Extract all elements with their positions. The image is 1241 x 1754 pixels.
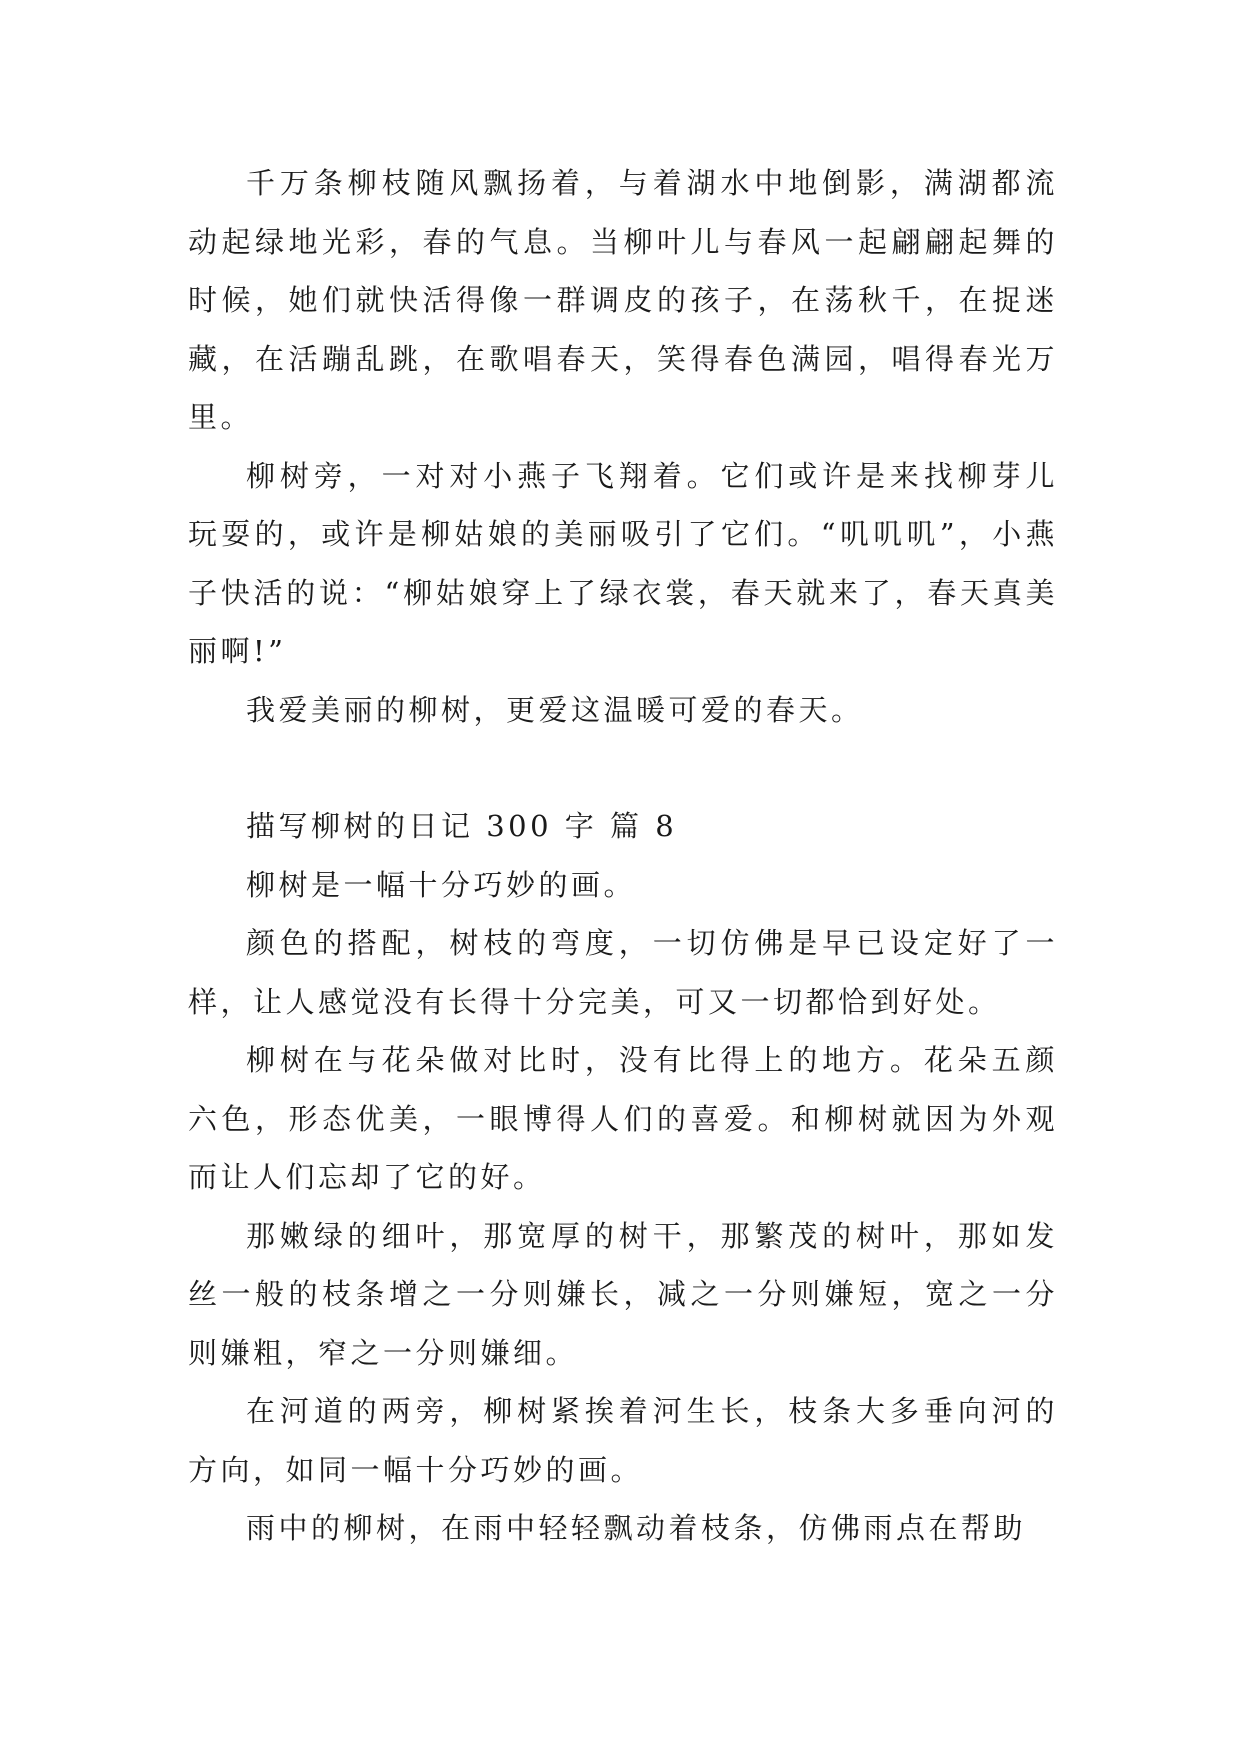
paragraph: 柳树在与花朵做对比时，没有比得上的地方。花朵五颜六色，形态优美，一眼博得人们的喜爱。和柳树就因为外观而让人们忘却了它的好。 <box>188 1043 1058 1194</box>
document-page <box>188 154 1058 1558</box>
paragraph: 柳树旁，一对对小燕子飞翔着。它们或许是来找柳芽儿玩耍的，或许是柳姑娘的美丽吸引了它们。“叽叽叽”，小燕子快活的说：“柳姑娘穿上了绿衣裳，春天就来了，春天真美丽啊!” <box>188 458 1058 668</box>
paragraph: 那嫩绿的细叶，那宽厚的树干，那繁茂的树叶，那如发丝一般的枝条增之一分则嫌长，减之一分则嫌短，宽之一分则嫌粗，窄之一分则嫌细。 <box>188 1218 1058 1370</box>
paragraph: 千万条柳枝随风飘扬着，与着湖水中地倒影，满湖都流动起绿地光彩，春的气息。当柳叶儿与春风一起翩翩起舞的时候，她们就快活得像一群调皮的孩子，在荡秋千，在捉迷藏，在活蹦乱跳，在歌唱春天，笑得春色满园，唱得春光万里。 <box>188 166 1058 434</box>
paragraph: 雨中的柳树，在雨中轻轻飘动着枝条，仿佛雨点在帮助 <box>246 1511 1027 1545</box>
paragraph: 在河道的两旁，柳树紧挨着河生长，枝条大多垂向河的方向，如同一幅十分巧妙的画。 <box>188 1394 1058 1487</box>
paragraph: 颜色的搭配，树枝的弯度，一切仿佛是早已设定好了一样，让人感觉没有长得十分完美，可又一切都恰到好处。 <box>188 926 1058 1019</box>
paragraph: 柳树是一幅十分巧妙的画。 <box>246 867 637 902</box>
section-heading: 描写柳树的日记 300 字 篇 8 <box>246 809 678 843</box>
paragraph: 我爱美丽的柳树，更爱这温暖可爱的春天。 <box>246 692 864 727</box>
